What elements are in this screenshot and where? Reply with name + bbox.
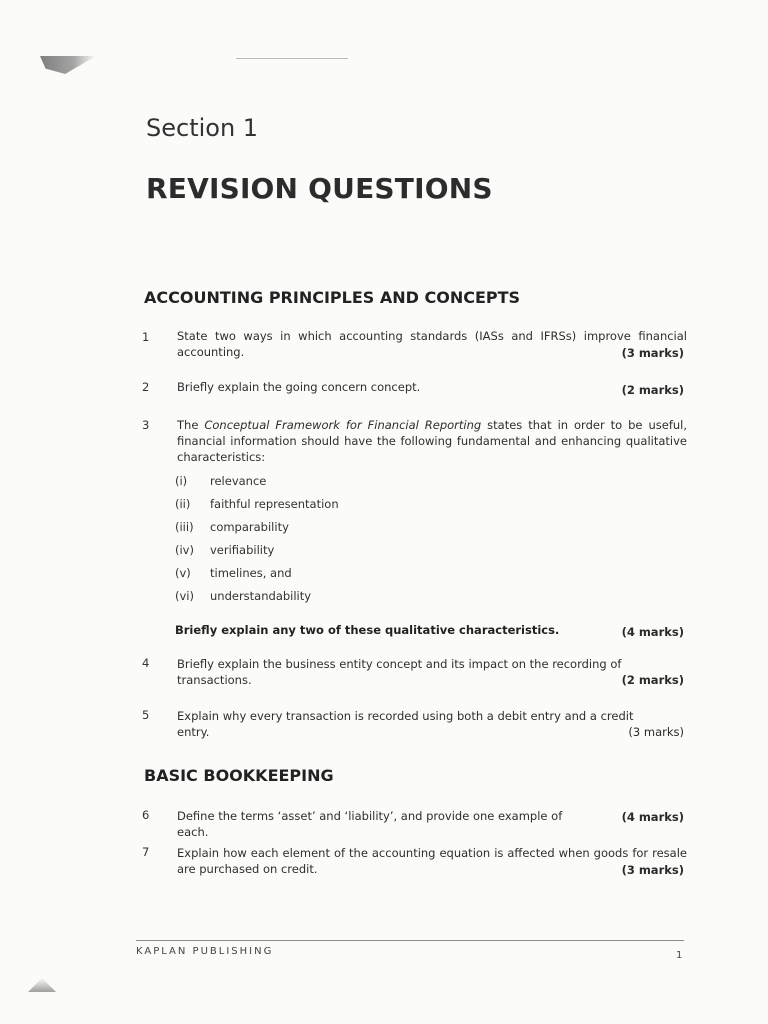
list-item-text: faithful representation: [210, 497, 339, 511]
question-marks: (4 marks): [621, 625, 684, 639]
scan-line: [236, 58, 348, 59]
list-item: [175, 497, 339, 511]
question-marks: (2 marks): [621, 383, 684, 397]
question-text: State two ways in which accounting standards (IASs and IFRSs) improve financial accounting.: [177, 329, 687, 359]
question-text-part: states that in order to be useful, financial information should have the following fundamental and enhancing qualitative characteristics:: [177, 418, 688, 464]
page-title: REVISION QUESTIONS: [146, 172, 493, 205]
question-text: [177, 417, 687, 465]
question-text: Explain how each element of the accounting equation is affected when goods for resale are purchased on credit.: [177, 846, 687, 876]
list-item-number: (iv): [175, 543, 194, 557]
list-item-number: (v): [175, 566, 191, 580]
section-label: Section 1: [146, 114, 259, 142]
question-text: Explain why every transaction is recorded using both a debit entry and a credit entry.: [177, 709, 634, 739]
section-heading: ACCOUNTING PRINCIPLES AND CONCEPTS: [144, 288, 521, 307]
question-text: Define the terms ‘asset’ and ‘liability’, and provide one example of each.: [177, 809, 563, 839]
question-number: 1: [142, 330, 150, 344]
list-item-text: comparability: [210, 520, 289, 534]
list-item: [175, 474, 266, 488]
framework-title: Conceptual Framework for Financial Reporting: [204, 418, 482, 432]
list-item: [175, 589, 311, 603]
list-item-text: verifiability: [210, 543, 275, 557]
question-number: 6: [142, 808, 150, 822]
question-number: 5: [142, 708, 150, 722]
question-marks: (2 marks): [621, 673, 684, 687]
list-item-number: (i): [175, 474, 188, 488]
question-text-part: The: [177, 418, 205, 432]
footer-publisher: KAPLAN PUBLISHING: [136, 946, 274, 957]
scan-smudge: [40, 56, 96, 74]
list-item: [175, 520, 289, 534]
question-text: Briefly explain the going concern concept.: [177, 380, 421, 394]
question-text: Briefly explain the business entity concept and its impact on the recording of transactions.: [177, 657, 622, 687]
list-item-text: timelines, and: [210, 566, 292, 580]
question-number: 7: [142, 845, 150, 859]
footer-rule: [136, 940, 684, 941]
list-item: [175, 543, 274, 557]
question-marks: (3 marks): [628, 725, 684, 739]
list-item-number: (vi): [175, 589, 194, 603]
question-number: 4: [142, 656, 150, 670]
question-marks: (3 marks): [621, 863, 684, 877]
scan-smudge: [28, 978, 56, 992]
question-marks: (4 marks): [621, 810, 684, 824]
list-item: [175, 566, 292, 580]
question-marks: (3 marks): [621, 346, 684, 360]
question-number: 2: [142, 380, 150, 394]
list-item-number: (iii): [175, 520, 194, 534]
list-item-text: relevance: [210, 474, 267, 488]
list-item-text: understandability: [210, 589, 312, 603]
section-heading: BASIC BOOKKEEPING: [144, 766, 334, 785]
question-number: 3: [142, 418, 150, 432]
page-number: 1: [676, 950, 683, 961]
question-instruction: Briefly explain any two of these qualitative characteristics.: [175, 623, 560, 637]
list-item-number: (ii): [175, 497, 191, 511]
